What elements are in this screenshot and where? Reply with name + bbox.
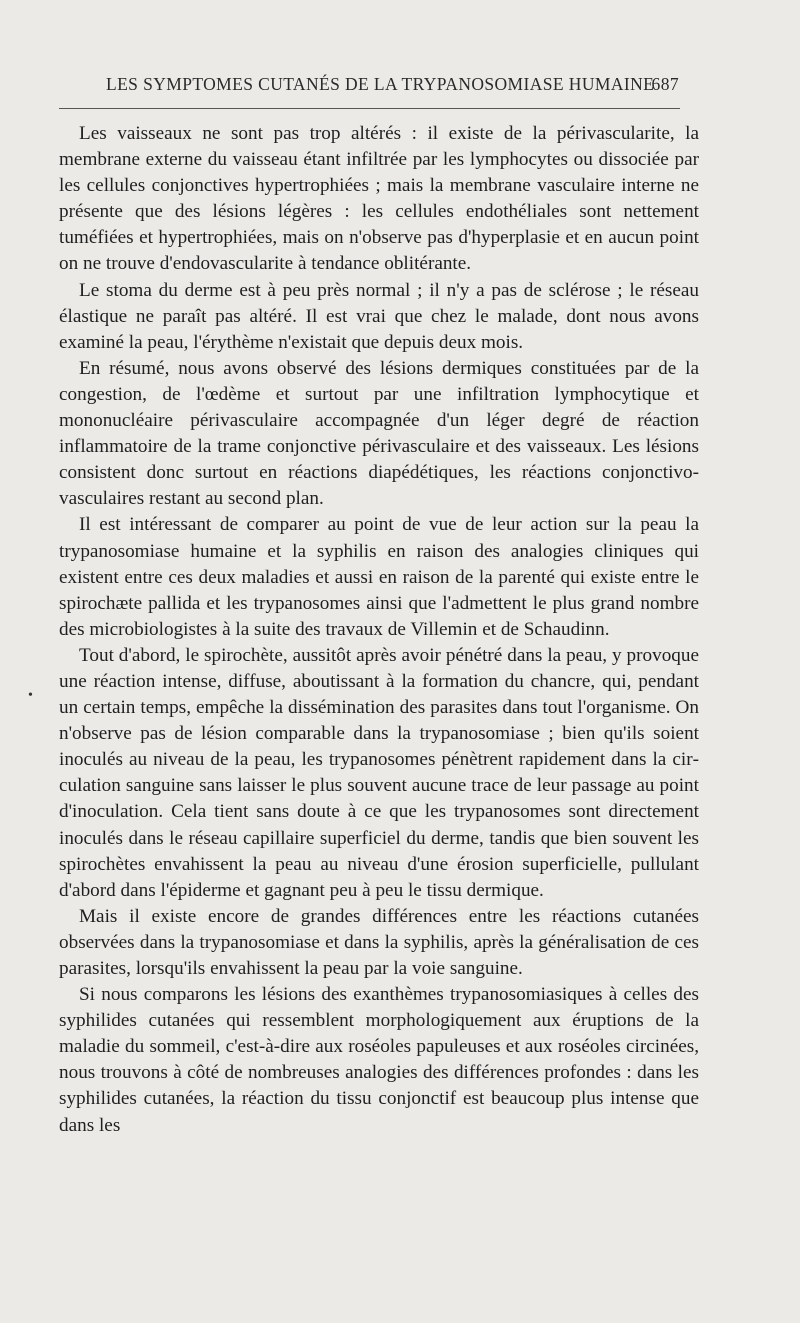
paragraph: Les vaisseaux ne sont pas trop altérés : il existe de la périvascularite, la membrane externe du vaisseau étant infiltrée par les lymphocytes ou dissociée par les cellules conjonctives hypertrophiées ; mais la membrane vasculaire interne ne présente que des lésions légères : les cellules endothéliales sont nettement tuméfiées et hypertrophiées, mais on n'observe pas d'hyperplasie et en aucun point on ne trouve d'endovascularite à tendance oblitérante. <box>59 123 699 275</box>
paragraph: Si nous comparons les lésions des exanthèmes trypanosomiasiques à celles des syphilides cutanées qui ressemblent morphologiquement aux éruptions de la maladie du sommeil, c'est-à-dire aux roséoles papuleuses et aux roséoles circinées, nous trouvons à côté de nombreuses analogies des différences profondes : dans les syphilides cutanées, la réaction du tissu conjonctif est beaucoup plus intense que dans les <box>59 984 699 1136</box>
running-title: LES SYMPTOMES CUTANÉS DE LA TRYPANOSOMIASE HUMAINE <box>106 74 655 94</box>
paragraph: Tout d'abord, le spirochète, aussitôt après avoir pénétré dans la peau, y provoque une réaction intense, diffuse, aboutissant à la formation du chancre, qui, pendant un certain temps, empêche la dissémination des parasites dans tout l'organisme. On n'observe pas de lésion comparable dans la trypanosomiase ; bien qu'ils soient inoculés au niveau de la peau, les trypanosomes pénètrent rapidement dans la circulation sanguine sans laisser le plus souvent aucune trace de leur passage au point d'inoculation. Cela tient sans doute à ce que les trypanosomes sont directement inoculés dans le réseau capillaire superficiel du derme, tandis que bien souvent les spirochètes envahissent la peau au niveau d'une érosion superficielle, pullulant d'abord dans l'épiderme et gagnant peu à peu le tissu dermique. <box>59 644 699 901</box>
header-rule <box>59 108 680 109</box>
page-number: 687 <box>651 74 679 94</box>
paragraph: Il est intéressant de comparer au point de vue de leur action sur la peau la trypanosomiase humaine et la syphilis en raison des analogies cliniques qui existent entre ces deux maladies et aussi en raison de la parenté qui existe entre le spirochæte pallida et les trypanosomes ainsi que l'admettent le plus grand nombre des microbiologistes à la suite des travaux de Villemin et de Schaudinn. <box>59 514 699 640</box>
paragraph: Mais il existe encore de grandes différences entre les réactions cutanées observées dans la trypanosomiase et dans la syphilis, après la généralisation de ces parasites, lorsqu'ils envahissent la peau par la voie sanguine. <box>59 905 699 979</box>
body-text <box>59 121 699 1139</box>
paragraph: En résumé, nous avons observé des lésions dermiques constituées par de la congestion, de l'œdème et surtout par une infiltration lymphocytique et mononucléaire périvasculaire accompagnée d'un léger degré de réaction inflammatoire de la trame conjonctive périvasculaire et des vaisseaux. Les lésions consistent donc surtout en réactions diapédétiques, les réactions conjonctivo-vasculaires restant au second plan. <box>59 357 699 510</box>
margin-mark: • <box>28 688 33 703</box>
paragraph: Le stoma du derme est à peu près normal ; il n'y a pas de sclérose ; le réseau élastique ne paraît pas altéré. Il est vrai que chez le malade, dont nous avons examiné la peau, l'érythème n'existait que depuis deux mois. <box>59 279 699 353</box>
running-header <box>59 72 679 98</box>
